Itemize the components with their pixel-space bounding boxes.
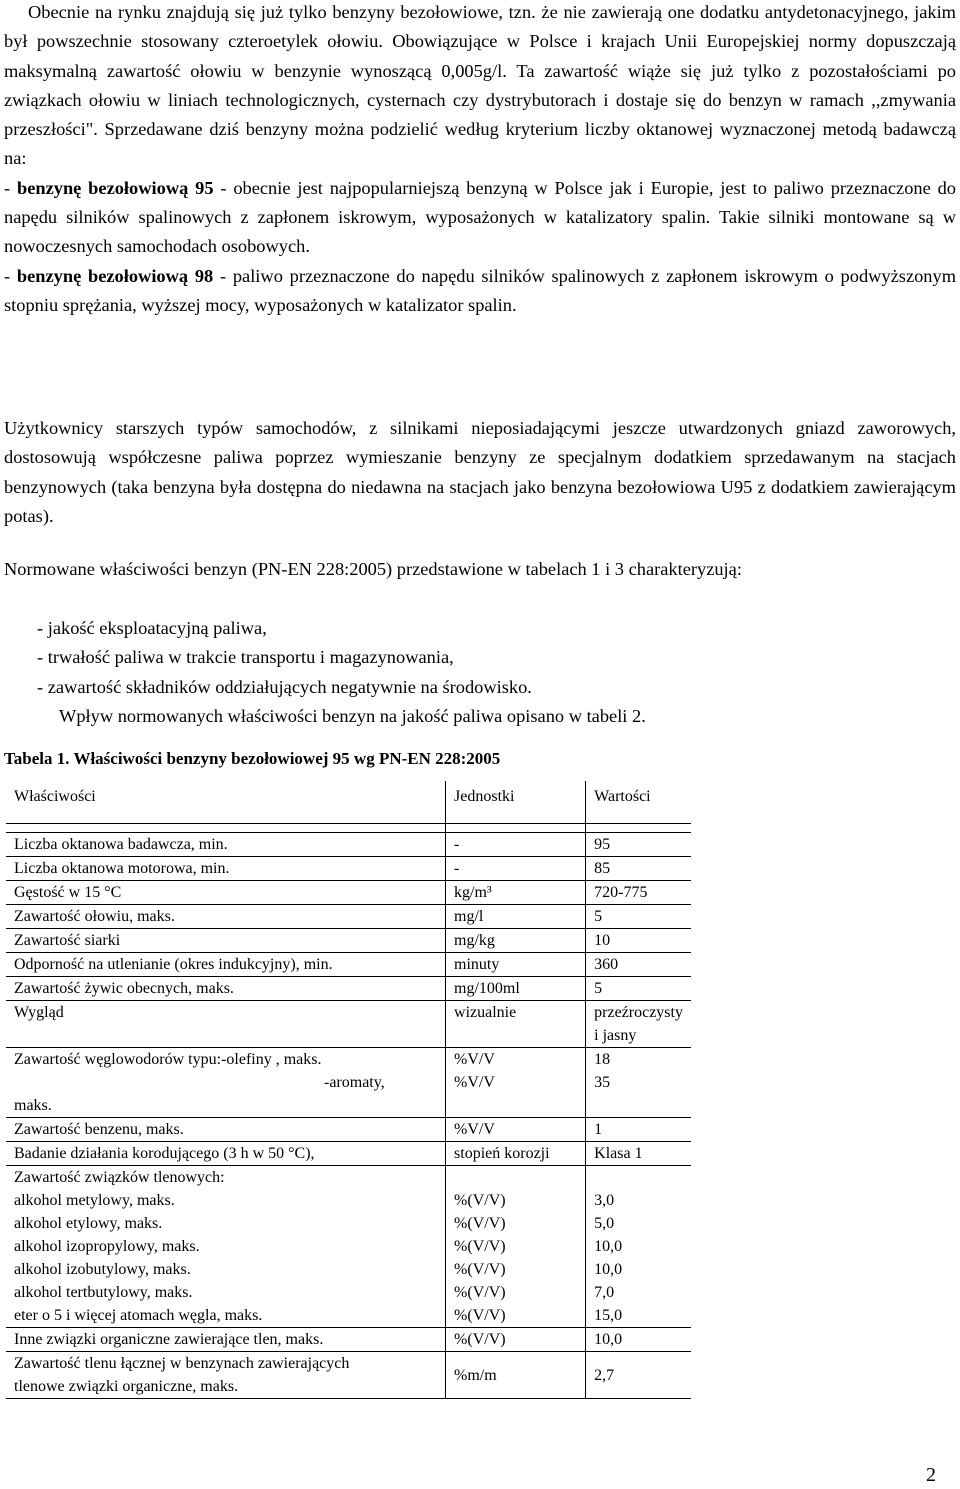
paragraph-norm-properties: Normowane właściwości benzyn (PN-EN 228:2005) przedstawione w tabelach 1 i 3 charakteryzują: (4, 559, 742, 579)
table-row: Zawartość ołowiu, maks. mg/l 5 (6, 905, 691, 929)
header-values: Wartości (586, 781, 691, 824)
table-row-total-oxygen: Zawartość tlenu łącznej w benzynach zawierających tlenowe związki organiczne, maks. %m/m 2,7 (6, 1352, 691, 1399)
table-header-row (6, 781, 691, 824)
header-properties: Właściwości (6, 781, 446, 824)
header-units: Jednostki (446, 781, 586, 824)
intro-paragraph: Obecnie na rynku znajdują się już tylko benzyny bezołowiowe, tzn. że nie zawierają one dodatku antydetonacyjnego, jakim był powszechnie stosowany czteroetylek ołowiu. Obowiązujące w Polsce i krajach Unii Europejskiej normy dopuszczają maksymalną zawartość ołowiu w benzynie wynoszącą 0,005g/l. Ta zawartość wiąże się już tylko z pozostałościami po związkach ołowiu w liniach technologicznych, cysternach czy dystrybutorach i dostaje się do benzyn w ramach ,,zmywania przeszłości". Sprzedawane dziś benzyny można podzielić według kryterium liczby oktanowej wyznaczonej metodą badawczą na: - benzynę bezołowiową 95 - obecnie jest najpopularniejszą benzyną w Polsce jak i Europie, jest to paliwo przeznaczone do napędu silników spalinowych z zapłonem iskrowym, wyposażonych w katalizatory spalin. Takie silniki montowane są w nowoczesnych samochodach osobowych. - benzynę bezołowiową 98 - paliwo przeznaczone do napędu silników spalinowych z zapłonem iskrowym o podwyższonym stopniu sprężania, wyższej mocy, wyposażonych w katalizator spalin. (4, 2, 956, 315)
table-row: Odporność na utlenianie (okres indukcyjny), min. minuty 360 (6, 953, 691, 977)
table-row: Inne związki organiczne zawierające tlen, maks. %(V/V) 10,0 (6, 1328, 691, 1352)
table-row-hydrocarbons: Zawartość węglowodorów typu:-olefiny , maks. -aromaty, maks. %V/V %V/V 18 35 (6, 1048, 691, 1118)
table-row: Zawartość żywic obecnych, maks. mg/100ml 5 (6, 977, 691, 1001)
table-row-oxygen-compounds: Zawartość związków tlenowych: alkohol metylowy, maks. alkohol etylowy, maks. alkohol izopropylowy, maks. alkohol izobutylowy, maks. alkohol tertbutylowy, maks. eter o 5 i więcej atomach węgla, maks. %(V/V) %(V/V) %(V/V) %(V/V) %(V/V) %(V/V) 3,0 5,0 10,0 10,0 7,0 15,0 (6, 1166, 691, 1328)
benzyna-98-term: benzynę bezołowiową 98 (16, 265, 214, 286)
table-caption: Tabela 1. Właściwości benzyny bezołowiowej 95 wg PN-EN 228:2005 (4, 749, 501, 768)
table-row: Badanie działania korodującego (3 h w 50 °C), stopień korozji Klasa 1 (6, 1142, 691, 1166)
page-number: 2 (926, 1464, 936, 1486)
list-item: - trwałość paliwa w trakcie transportu i magazynowania, (37, 647, 454, 668)
paragraph-older-cars: Użytkownicy starszych typów samochodów, z silnikami nieposiadającymi jeszcze utwardzonych gniazd zaworowych, dostosowują współczesne paliwa poprzez wymieszanie benzyny ze specjalnym dodatkiem sprzedawanym na stacjach benzynowych (taka benzyna była dostępna do niedawna na stacjach jako benzyna bezołowiowa U95 z dodatkiem zawierającym potas). (4, 418, 956, 526)
table-row: Gęstość w 15 °C kg/m³ 720-775 (6, 881, 691, 905)
table-row: Wygląd wizualnie przeźroczysty i jasny (6, 1001, 691, 1048)
table-row: Liczba oktanowa badawcza, min. - 95 (6, 833, 691, 857)
properties-list (4, 614, 956, 731)
table-row: Zawartość siarki mg/kg 10 (6, 929, 691, 953)
list-item: - zawartość składników oddziałujących negatywnie na środowisko. (37, 676, 532, 697)
benzyna-95-term: benzynę bezołowiową 95 (16, 177, 214, 198)
list-item: - jakość eksploatacyjną paliwa, (37, 618, 267, 638)
properties-table (6, 781, 691, 1399)
table-row: Liczba oktanowa motorowa, min. - 85 (6, 857, 691, 881)
table-row: Zawartość benzenu, maks. %V/V 1 (6, 1118, 691, 1142)
paragraph-table2-ref: Wpływ normowanych właściwości benzyn na jakość paliwa opisano w tabeli 2. (59, 705, 646, 726)
